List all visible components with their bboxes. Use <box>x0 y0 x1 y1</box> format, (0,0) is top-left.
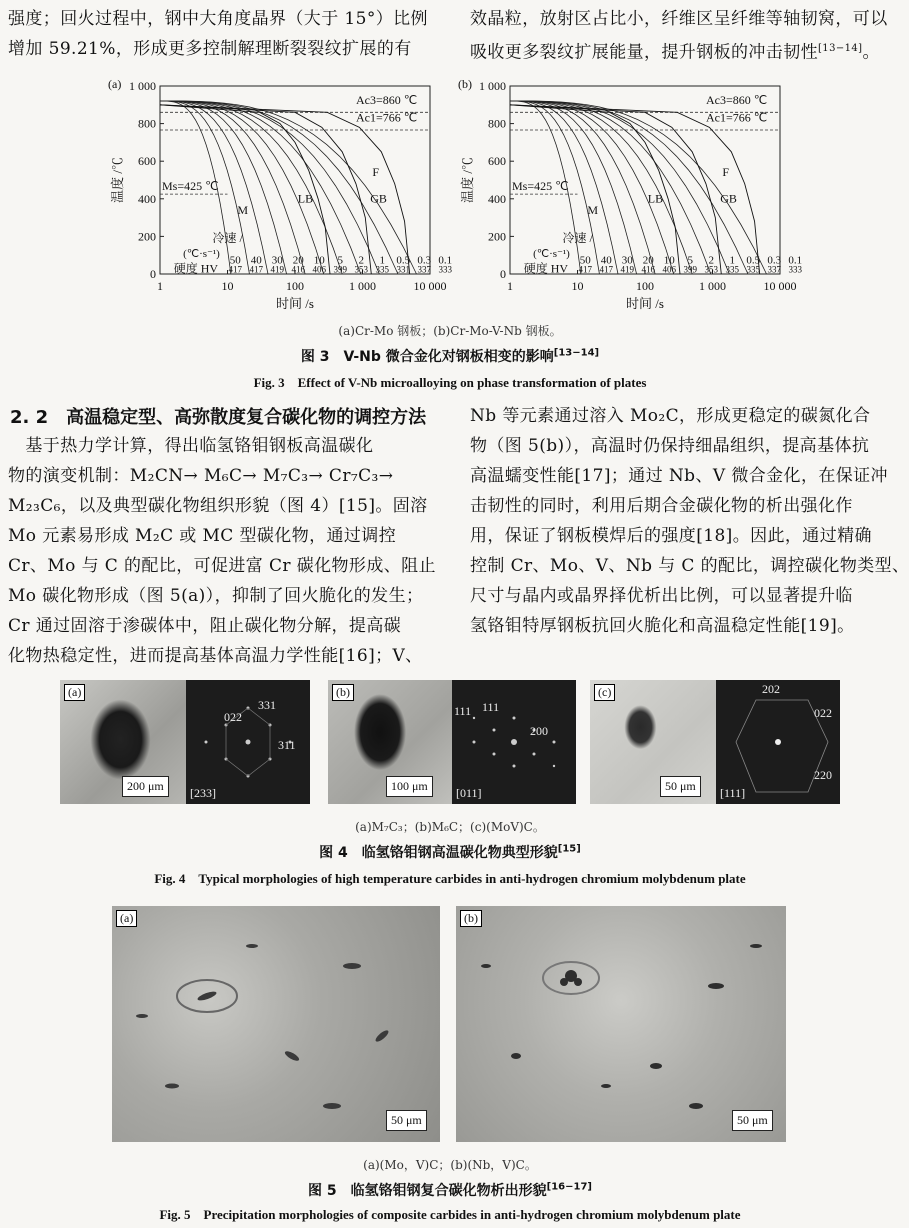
cooling-rate-value: 2 <box>708 254 714 267</box>
hardness-value: 419 <box>270 264 284 275</box>
scale-bar: 50 μm <box>660 776 701 797</box>
panel-tag: (c) <box>594 684 615 701</box>
fig4-micrograph-b <box>328 680 452 804</box>
ms-label: Ms=425 ℃ <box>512 179 569 194</box>
hardness-value: 337 <box>767 264 781 275</box>
x-tick-label: 1 000 <box>699 279 726 293</box>
hardness-value: 417 <box>249 264 263 275</box>
y-axis-label: 温度 /℃ <box>110 157 125 203</box>
cooling-rate-value: 0.1 <box>788 254 803 267</box>
spot-label: 111 <box>482 700 500 714</box>
scale-bar: 50 μm <box>732 1110 773 1131</box>
hardness-value: 417 <box>599 264 613 275</box>
body-text-line: Nb 等元素通过溶入 Mo₂C，形成更稳定的碳氮化合 <box>470 406 871 426</box>
ferrite-label: F <box>372 165 380 180</box>
ms-label: Ms=425 ℃ <box>162 179 219 194</box>
cct-chart-a <box>100 74 453 322</box>
fig3-caption-en: Fig. 3 Effect of V-Nb microalloying on phase transformation of plates <box>253 375 647 390</box>
top-left-line-2: 增加 59.21%，形成更多控制解理断裂裂纹扩展的有 <box>8 39 412 59</box>
y-tick-label: 600 <box>138 154 156 169</box>
period: 。 <box>862 42 880 63</box>
y-tick-label: 800 <box>488 116 506 131</box>
cooling-rate-value: 5 <box>337 254 343 267</box>
top-right-line-1: 效晶粒，放射区占比小，纤维区呈纤维等轴韧窝，可以 <box>470 9 888 29</box>
spot-label: 200 <box>530 724 548 738</box>
martensite-label: M <box>237 202 249 217</box>
top-right-line-2-text: 吸收更多裂纹扩展能量，提升钢板的冲击韧性 <box>470 42 818 63</box>
spot-label: 022 <box>224 710 242 724</box>
hardness-value: 335 <box>375 264 389 275</box>
scale-bar: 100 μm <box>386 776 433 797</box>
hardness-value: 353 <box>354 264 368 275</box>
hardness-value: 353 <box>704 264 718 275</box>
x-tick-label: 10 000 <box>413 279 447 293</box>
fig5-micrograph-b <box>456 906 786 1142</box>
fig4-caption-en: Fig. 4 Typical morphologies of high temperature carbides in anti-hydrogen chromium molybdenum plate <box>154 871 746 886</box>
y-tick-label: 800 <box>138 116 156 131</box>
hardness-value: 416 <box>641 264 655 275</box>
fig5-micrograph-a <box>112 906 440 1142</box>
y-tick-label: 600 <box>488 154 506 169</box>
carbide-precipitates-b <box>456 906 786 1142</box>
y-tick-label: 0 <box>500 267 506 281</box>
hardness-value: 331 <box>396 264 410 275</box>
cooling-rate-value: 10 <box>663 254 675 267</box>
hardness-value: 335 <box>746 264 760 275</box>
fig3-caption-zh-text: 图 3 V-Nb 微合金化对钢板相变的影响 <box>300 349 554 365</box>
x-axis-label: 时间 /s <box>626 296 664 311</box>
body-text-line: 用，保证了钢板模焊后的强度[18]。因此，通过精确 <box>470 526 872 546</box>
spot-label: 202 <box>762 682 780 696</box>
zone-axis-label: [111] <box>720 786 746 800</box>
fig4-caption-zh-text: 图 4 临氢铬钼钢高温碳化物典型形貌 <box>319 845 558 861</box>
body-text-line: 氢铬钼特厚钢板抗回火脆化和高温稳定性能[19]。 <box>470 616 855 636</box>
cooling-rate-value: 0.1 <box>438 254 453 267</box>
cooling-rate-unit: (℃·s⁻¹) <box>183 248 220 261</box>
panel-label: (a) <box>108 77 122 91</box>
y-axis-label: 温度 /℃ <box>460 157 475 203</box>
fig5-caption-en: Fig. 5 Precipitation morphologies of composite carbides in anti-hydrogen chromium molybdenum plate <box>159 1207 741 1222</box>
cooling-rate-value: 50 <box>579 254 591 267</box>
panel-tag: (b) <box>332 684 354 701</box>
y-tick-label: 1 000 <box>479 79 506 93</box>
fig4-diffraction-c <box>716 680 840 804</box>
x-tick-label: 1 000 <box>349 279 376 293</box>
ac3-label: Ac3=860 ℃ <box>355 92 418 107</box>
cooling-rate-label: 冷速 / <box>562 231 593 246</box>
cooling-rate-value: 10 <box>313 254 325 267</box>
body-text-line: 物（图 5(b)），高温时仍保持细晶组织，提高基体抗 <box>470 436 870 456</box>
body-text-line: 基于热力学计算，得出临氢铬钼钢板高温碳化 <box>8 436 374 456</box>
y-tick-label: 200 <box>138 229 156 244</box>
fig4-micrograph-a <box>60 680 186 804</box>
cooling-rate-value: 50 <box>229 254 241 267</box>
granular-bainite-label: GB <box>720 191 737 206</box>
cooling-rate-value: 20 <box>642 254 654 267</box>
y-tick-label: 1 000 <box>129 79 156 93</box>
hardness-label: 硬度 HV <box>173 261 219 276</box>
body-text-line: 化物热稳定性，进而提高基体高温力学性能[16]；V、 <box>8 646 423 666</box>
cooling-rate-value: 0.5 <box>746 254 761 267</box>
panel-tag: (b) <box>460 910 482 927</box>
ac1-label: Ac1=766 ℃ <box>705 110 768 125</box>
y-tick-label: 0 <box>150 267 156 281</box>
body-text-line: M₂₃C₆，以及典型碳化物组织形貌（图 4）[15]。固溶 <box>8 496 428 516</box>
hardness-value: 337 <box>417 264 431 275</box>
ac3-label: Ac3=860 ℃ <box>705 92 768 107</box>
ac1-label: Ac1=766 ℃ <box>355 110 418 125</box>
hardness-value: 333 <box>438 264 452 275</box>
section-heading: 2. 2 高温稳定型、高弥散度复合碳化物的调控方法 <box>10 407 427 428</box>
spot-label: 111 <box>454 704 472 718</box>
panel-tag: (a) <box>116 910 137 927</box>
spot-label: 022 <box>814 706 832 720</box>
hardness-label: 硬度 HV <box>523 261 569 276</box>
y-tick-label: 400 <box>488 191 506 206</box>
cooling-rate-value: 0.5 <box>396 254 411 267</box>
cooling-rate-value: 2 <box>358 254 364 267</box>
body-text-line: 控制 Cr、Mo、V、Nb 与 C 的配比，调控碳化物类型、 <box>470 556 909 576</box>
body-text-line: Cr 通过固溶于渗碳体中，阻止碳化物分解，提高碳 <box>8 616 402 636</box>
body-text-line: Mo 元素易形成 M₂C 或 MC 型碳化物，通过调控 <box>8 526 397 546</box>
hardness-value: 399 <box>683 264 697 275</box>
cooling-rate-label: 冷速 / <box>212 231 243 246</box>
fig4-caption-zh <box>0 842 900 862</box>
y-tick-label: 200 <box>488 229 506 244</box>
hardness-value: 416 <box>291 264 305 275</box>
fig3-sub-caption: (a)Cr-Mo 钢板；(b)Cr-Mo-V-Nb 钢板。 <box>338 324 562 338</box>
cooling-rate-value: 1 <box>729 254 735 267</box>
fig3-caption-zh <box>0 346 900 366</box>
cooling-rate-value: 30 <box>621 254 633 267</box>
cooling-rate-value: 0.3 <box>417 254 432 267</box>
x-tick-label: 10 <box>221 279 234 293</box>
spot-label: 331 <box>258 698 276 712</box>
cooling-rate-value: 5 <box>687 254 693 267</box>
x-axis-label: 时间 /s <box>276 296 314 311</box>
spot-label: 311 <box>278 738 296 752</box>
body-text-line: 尺寸与晶内或晶界择优析出比例，可以显著提升临 <box>470 586 853 606</box>
cooling-rate-unit: (℃·s⁻¹) <box>533 248 570 261</box>
fig4-sub-caption: (a)M₇C₃；(b)M₆C；(c)(MoV)C。 <box>355 820 545 834</box>
martensite-label: M <box>587 202 599 217</box>
citation: [15] <box>557 843 581 855</box>
hardness-value: 333 <box>788 264 802 275</box>
hardness-value: 417 <box>578 264 592 275</box>
zone-axis-label: [233] <box>190 786 216 800</box>
cooling-rate-value: 0.3 <box>767 254 782 267</box>
citation: [13−14] <box>818 43 863 54</box>
lower-bainite-label: LB <box>297 191 314 206</box>
x-tick-label: 10 <box>571 279 584 293</box>
cct-chart-b <box>450 74 803 322</box>
cooling-rate-value: 1 <box>379 254 385 267</box>
x-tick-label: 100 <box>286 279 304 293</box>
fig5-sub-caption: (a)(Mo，V)C；(b)(Nb，V)C。 <box>363 1158 537 1172</box>
top-right-line-2 <box>470 34 880 68</box>
fig4-micrograph-c <box>590 680 716 804</box>
lower-bainite-label: LB <box>647 191 664 206</box>
panel-tag: (a) <box>64 684 85 701</box>
x-tick-label: 1 <box>157 279 163 293</box>
x-tick-label: 1 <box>507 279 513 293</box>
hardness-value: 406 <box>662 264 676 275</box>
fig4-diffraction-b <box>452 680 576 804</box>
body-text-line: 击韧性的同时，利用后期合金碳化物的析出强化作 <box>470 496 853 516</box>
carbide-precipitates-a <box>112 906 440 1142</box>
cooling-rate-value: 40 <box>600 254 612 267</box>
top-left-line-1: 强度；回火过程中，钢中大角度晶界（大于 15°）比例 <box>8 9 428 29</box>
hardness-value: 419 <box>620 264 634 275</box>
citation: [16−17] <box>546 1181 592 1193</box>
spot-label: 220 <box>814 768 832 782</box>
cooling-rate-value: 30 <box>271 254 283 267</box>
hardness-value: 335 <box>725 264 739 275</box>
x-tick-label: 10 000 <box>763 279 797 293</box>
hardness-value: 399 <box>333 264 347 275</box>
body-text-line: Mo 碳化物形成（图 5(a)），抑制了回火脆化的发生； <box>8 586 424 606</box>
citation: [13−14] <box>553 347 600 359</box>
fig5-caption-zh-text: 图 5 临氢铬钼钢复合碳化物析出形貌 <box>308 1183 547 1199</box>
granular-bainite-label: GB <box>370 191 387 206</box>
scale-bar: 50 μm <box>386 1110 427 1131</box>
body-text-line: Cr、Mo 与 C 的配比，可促进富 Cr 碳化物形成、阻止 <box>8 556 436 576</box>
cooling-rate-value: 40 <box>250 254 262 267</box>
zone-axis-label: [011] <box>456 786 482 800</box>
body-text-line: 高温蠕变性能[17]；通过 Nb、V 微合金化，在保证冲 <box>470 466 888 486</box>
scale-bar: 200 μm <box>122 776 169 797</box>
x-tick-label: 100 <box>636 279 654 293</box>
fig4-diffraction-a <box>186 680 310 804</box>
y-tick-label: 400 <box>138 191 156 206</box>
fig5-caption-zh <box>0 1180 900 1200</box>
panel-label: (b) <box>458 77 472 91</box>
hardness-value: 406 <box>312 264 326 275</box>
ferrite-label: F <box>722 165 730 180</box>
hardness-value: 417 <box>228 264 242 275</box>
cooling-rate-value: 20 <box>292 254 304 267</box>
body-text-line: 物的演变机制：M₂CN→ M₆C→ M₇C₃→ Cr₇C₃→ <box>8 466 394 486</box>
